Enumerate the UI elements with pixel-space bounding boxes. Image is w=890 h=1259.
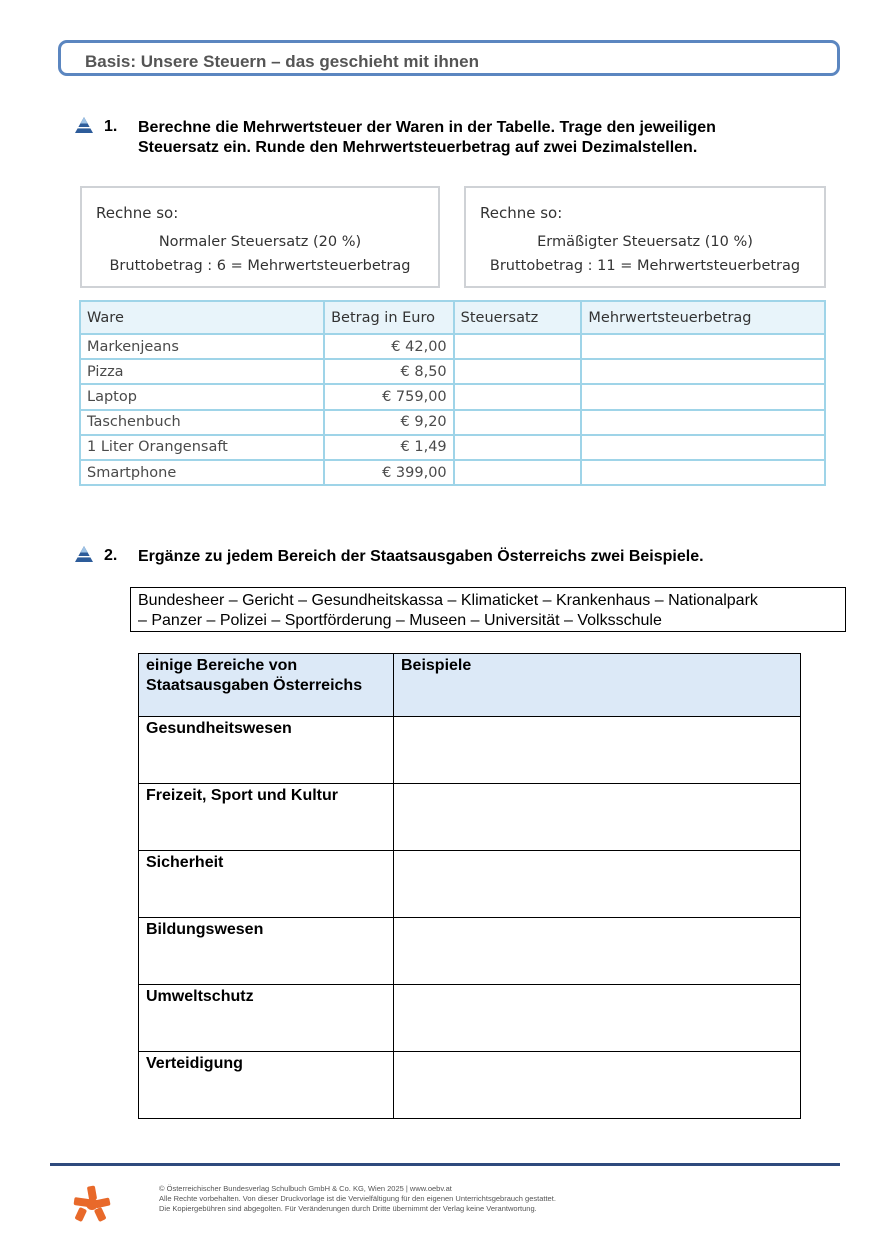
ware-cell: Markenjeans — [80, 334, 324, 359]
steuersatz-answer-cell[interactable] — [454, 435, 582, 460]
word-box-line1: Bundesheer – Gericht – Gesundheitskassa – Klimaticket – Krankenhaus – Nationalpark — [138, 592, 758, 609]
mwst-answer-cell[interactable] — [581, 359, 825, 384]
examples-answer-cell[interactable] — [394, 918, 801, 985]
rechne-formula: Bruttobetrag : 6 = Mehrwertsteuerbetrag — [109, 258, 411, 274]
area-table — [138, 653, 801, 1119]
table-header-row — [139, 654, 801, 717]
task1-number: 1. — [104, 118, 118, 135]
area-cell: Freizeit, Sport und Kultur — [139, 784, 394, 851]
table-row — [139, 784, 801, 851]
examples-answer-cell[interactable] — [394, 985, 801, 1052]
steuersatz-answer-cell[interactable] — [454, 410, 582, 435]
rechne-head: Rechne so: — [480, 204, 563, 222]
area-cell: Gesundheitswesen — [139, 717, 394, 784]
task2-text: Ergänze zu jedem Bereich der Staatsausgaben Österreichs zwei Beispiele. — [138, 548, 704, 565]
examples-answer-cell[interactable] — [394, 851, 801, 918]
steuersatz-answer-cell[interactable] — [454, 384, 582, 409]
col-header-mwst: Mehrwertsteuerbetrag — [581, 301, 825, 334]
task1-line2: Steuersatz ein. Runde den Mehrwertsteuerbetrag auf zwei Dezimalstellen. — [138, 139, 698, 156]
page-title: Basis: Unsere Steuern – das geschieht mit ihnen — [85, 52, 479, 71]
footer-line3: Die Kopiergebühren sind abgegolten. Für Veränderungen durch Dritte übernimmt der Verlag keine Verantwortung. — [159, 1204, 537, 1213]
ware-cell: Pizza — [80, 359, 324, 384]
table-row — [139, 1052, 801, 1119]
triangle-level-icon — [74, 545, 94, 563]
mwst-answer-cell[interactable] — [581, 435, 825, 460]
header-box — [58, 40, 840, 76]
table-row — [80, 435, 825, 460]
rechne-rate: Normaler Steuersatz (20 %) — [158, 234, 362, 250]
steuersatz-answer-cell[interactable] — [454, 359, 582, 384]
rechne-box-normal — [80, 186, 440, 288]
table-row — [80, 334, 825, 359]
col-header-beispiele: Beispiele — [394, 654, 801, 717]
betrag-cell: € 399,00 — [324, 460, 454, 485]
ware-cell: Laptop — [80, 384, 324, 409]
table-row — [80, 410, 825, 435]
table-row — [139, 717, 801, 784]
examples-answer-cell[interactable] — [394, 784, 801, 851]
mwst-answer-cell[interactable] — [581, 384, 825, 409]
betrag-cell: € 9,20 — [324, 410, 454, 435]
table-row — [139, 918, 801, 985]
mwst-answer-cell[interactable] — [581, 334, 825, 359]
rechne-rate: Ermäßigter Steuersatz (10 %) — [537, 234, 753, 250]
col-header-ware: Ware — [80, 301, 324, 334]
table-row — [80, 460, 825, 485]
table-row — [80, 384, 825, 409]
col-header-betrag: Betrag in Euro — [324, 301, 454, 334]
area-cell: Verteidigung — [139, 1052, 394, 1119]
area-cell: Sicherheit — [139, 851, 394, 918]
col-header-bereiche: einige Bereiche von Staatsausgaben Österreichs — [139, 654, 394, 717]
footer-copyright — [159, 1184, 556, 1214]
betrag-cell: € 759,00 — [324, 384, 454, 409]
area-cell: Bildungswesen — [139, 918, 394, 985]
table-row — [80, 359, 825, 384]
footer-line1: © Österreichischer Bundesverlag Schulbuch GmbH & Co. KG, Wien 2025 | www.oebv.at — [159, 1184, 452, 1193]
tax-table — [79, 300, 826, 486]
rechne-box-reduced — [464, 186, 826, 288]
table-row — [139, 985, 801, 1052]
oebv-logo-icon — [72, 1184, 112, 1222]
triangle-level-icon — [74, 116, 94, 134]
betrag-cell: € 8,50 — [324, 359, 454, 384]
ware-cell: 1 Liter Orangensaft — [80, 435, 324, 460]
ware-cell: Smartphone — [80, 460, 324, 485]
word-box-line2: – Panzer – Polizei – Sportförderung – Museen – Universität – Volksschule — [138, 612, 662, 629]
task2-number: 2. — [104, 547, 118, 564]
mwst-answer-cell[interactable] — [581, 460, 825, 485]
ware-cell: Taschenbuch — [80, 410, 324, 435]
col-header-steuersatz: Steuersatz — [454, 301, 582, 334]
word-box — [130, 587, 846, 632]
examples-answer-cell[interactable] — [394, 717, 801, 784]
footer-divider — [50, 1163, 840, 1166]
betrag-cell: € 1,49 — [324, 435, 454, 460]
task1-line1: Berechne die Mehrwertsteuer der Waren in der Tabelle. Trage den jeweiligen — [138, 119, 716, 136]
area-cell: Umweltschutz — [139, 985, 394, 1052]
table-header-row — [80, 301, 825, 334]
steuersatz-answer-cell[interactable] — [454, 460, 582, 485]
rechne-formula: Bruttobetrag : 11 = Mehrwertsteuerbetrag — [489, 258, 801, 274]
table-row — [139, 851, 801, 918]
mwst-answer-cell[interactable] — [581, 410, 825, 435]
examples-answer-cell[interactable] — [394, 1052, 801, 1119]
betrag-cell: € 42,00 — [324, 334, 454, 359]
steuersatz-answer-cell[interactable] — [454, 334, 582, 359]
footer-line2: Alle Rechte vorbehalten. Von dieser Druckvorlage ist die Vervielfältigung für den eigenen Unterrichtsgebrauch gestattet. — [159, 1194, 556, 1203]
rechne-head: Rechne so: — [96, 204, 179, 222]
